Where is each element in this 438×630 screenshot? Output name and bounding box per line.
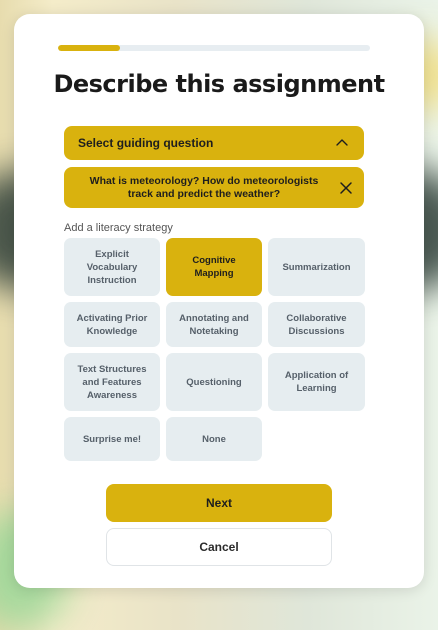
progress-fill [58, 45, 120, 51]
dropdown-label: Select guiding question [78, 136, 214, 150]
guiding-question-dropdown[interactable] [64, 126, 364, 160]
next-button[interactable]: Next [106, 484, 332, 522]
strategy-chip[interactable]: None [166, 417, 262, 461]
progress-bar [58, 45, 370, 51]
strategy-chip[interactable]: Application of Learning [268, 353, 365, 411]
guiding-question-text: What is meteorology? How do meteorologists track and predict the weather? [89, 174, 319, 200]
strategy-chip[interactable]: Text Structures and Features Awareness [64, 353, 160, 411]
strategy-chip[interactable]: Surprise me! [64, 417, 160, 461]
chevron-up-icon [334, 135, 350, 151]
strategy-chip[interactable]: Cognitive Mapping [166, 238, 262, 296]
literacy-strategy-grid [64, 238, 365, 461]
strategy-chip[interactable]: Summarization [268, 238, 365, 296]
strategy-chip[interactable]: Explicit Vocabulary Instruction [64, 238, 160, 296]
strategy-chip[interactable]: Collaborative Discussions [268, 302, 365, 347]
strategy-chip[interactable]: Annotating and Notetaking [166, 302, 262, 347]
assignment-dialog [14, 14, 424, 588]
page-title: Describe this assignment [53, 70, 385, 98]
close-icon[interactable] [338, 180, 354, 196]
selected-guiding-question [64, 167, 364, 208]
strategy-chip[interactable]: Questioning [166, 353, 262, 411]
literacy-strategy-label: Add a literacy strategy [64, 222, 173, 234]
cancel-button[interactable]: Cancel [106, 528, 332, 566]
strategy-chip[interactable]: Activating Prior Knowledge [64, 302, 160, 347]
